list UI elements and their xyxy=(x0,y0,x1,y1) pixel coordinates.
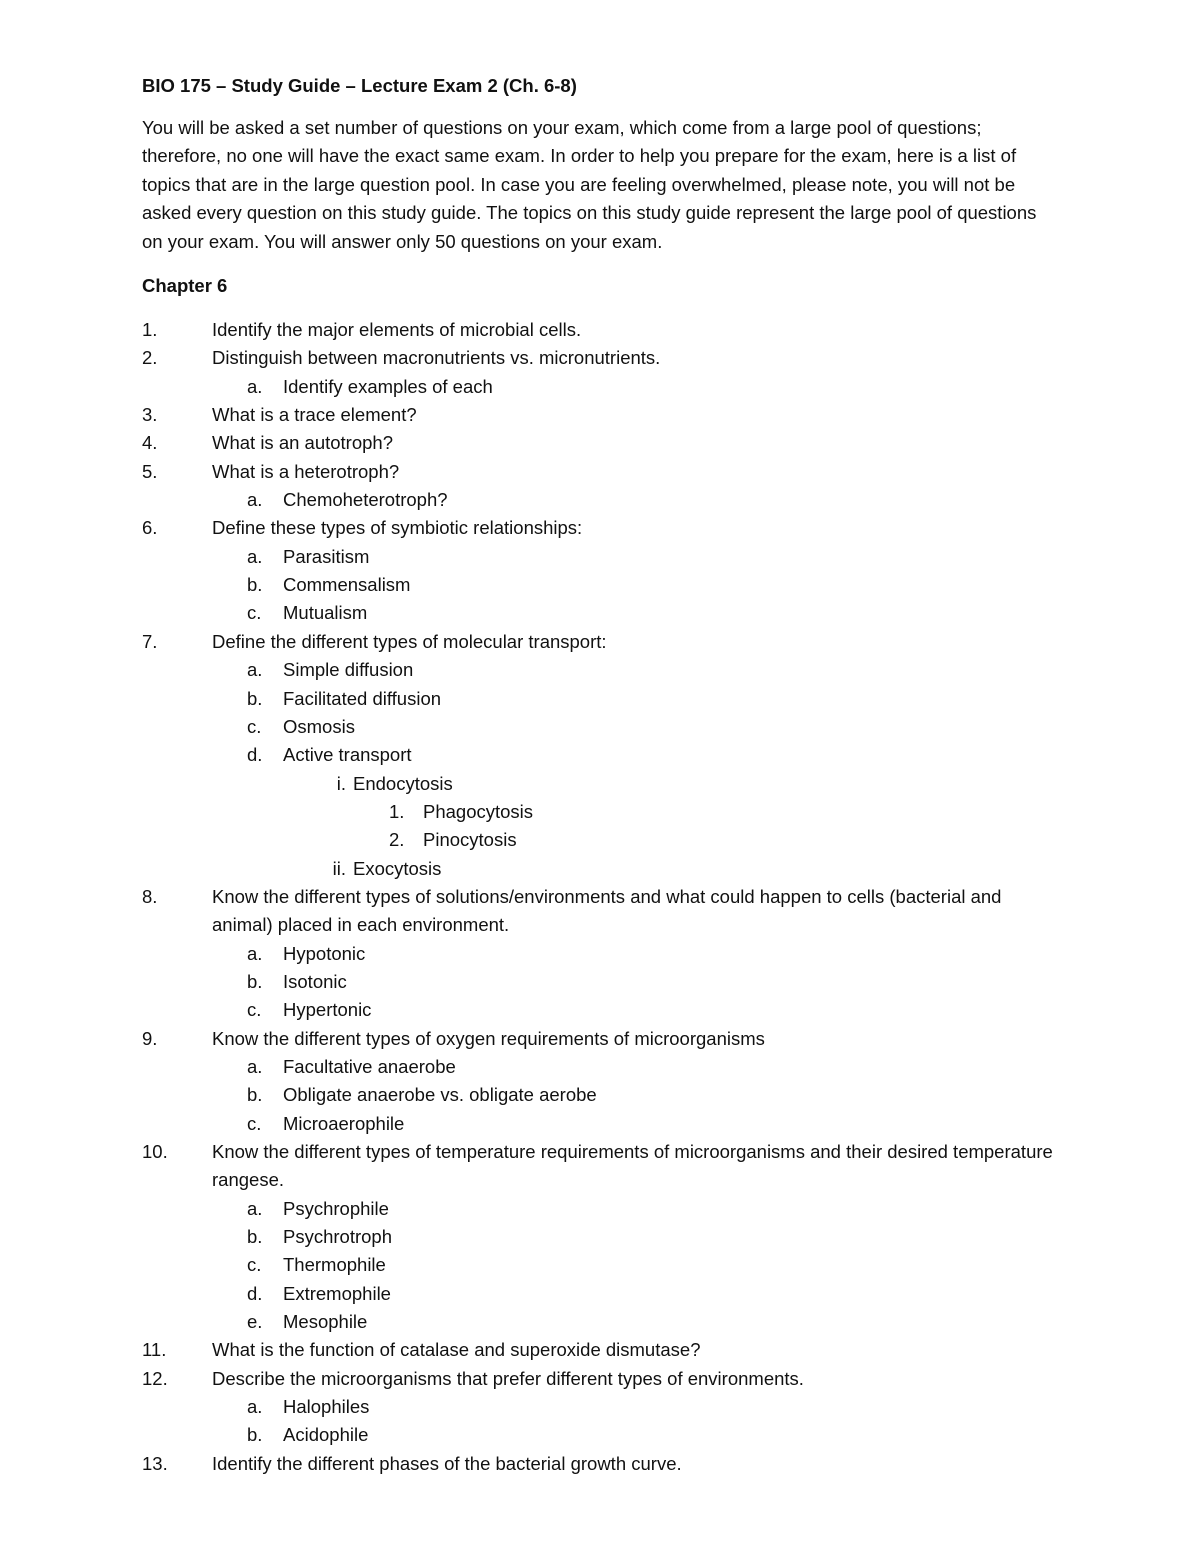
item-number: 2. xyxy=(142,347,158,369)
list-item xyxy=(142,855,1062,883)
list-item xyxy=(142,429,1062,457)
item-letter: a. xyxy=(247,659,263,681)
item-text: Pinocytosis xyxy=(423,829,517,851)
list-item xyxy=(142,1251,1062,1279)
list-item xyxy=(142,628,1062,656)
item-number: 1. xyxy=(142,319,158,341)
item-text: Identify the different phases of the bacterial growth curve. xyxy=(212,1452,682,1474)
list-item xyxy=(142,656,1062,684)
item-number: 7. xyxy=(142,630,158,652)
item-letter: b. xyxy=(247,574,263,596)
item-text: Hypotonic xyxy=(283,942,366,964)
item-letter: a. xyxy=(247,375,263,397)
item-text: Identify examples of each xyxy=(283,375,493,397)
list-item xyxy=(142,968,1062,996)
list-item xyxy=(142,883,1062,940)
item-text: Facultative anaerobe xyxy=(283,1055,456,1077)
chapter-heading: Chapter 6 xyxy=(142,275,228,297)
item-text: Psychrophile xyxy=(283,1197,389,1219)
item-letter: b. xyxy=(247,1226,263,1248)
item-text: Mutualism xyxy=(283,602,368,624)
item-number: 8. xyxy=(142,885,158,907)
item-letter: c. xyxy=(247,1112,262,1134)
item-text: Halophiles xyxy=(283,1396,370,1418)
item-text: Define these types of symbiotic relationships: xyxy=(212,517,583,539)
list-item xyxy=(142,741,1062,769)
list-item xyxy=(142,1195,1062,1223)
item-number: 1. xyxy=(389,800,405,822)
item-text: Facilitated diffusion xyxy=(283,687,442,709)
list-item xyxy=(142,996,1062,1024)
list-item xyxy=(142,1365,1062,1393)
item-text: Know the different types of oxygen requirements of microorganisms xyxy=(212,1027,765,1049)
list-item xyxy=(142,1280,1062,1308)
list-item xyxy=(142,486,1062,514)
item-letter: a. xyxy=(247,489,263,511)
list-item xyxy=(142,1393,1062,1421)
item-text: Mesophile xyxy=(283,1311,368,1333)
item-text: Describe the microorganisms that prefer different types of environments. xyxy=(212,1367,804,1389)
item-letter: e. xyxy=(247,1311,263,1333)
item-letter: b. xyxy=(247,1084,263,1106)
list-item xyxy=(142,940,1062,968)
list-item xyxy=(142,1223,1062,1251)
item-letter: c. xyxy=(247,999,262,1021)
item-letter: a. xyxy=(247,545,263,567)
list-item xyxy=(142,344,1062,372)
list-item xyxy=(142,798,1062,826)
item-number: 13. xyxy=(142,1452,168,1474)
item-text: Distinguish between macronutrients vs. micronutrients. xyxy=(212,347,661,369)
list-item xyxy=(142,599,1062,627)
item-text: What is a heterotroph? xyxy=(212,460,400,482)
item-number: 9. xyxy=(142,1027,158,1049)
item-text: Phagocytosis xyxy=(423,800,534,822)
item-text: Identify the major elements of microbial cells. xyxy=(212,319,582,341)
item-text: What is a trace element? xyxy=(212,404,417,426)
item-text: Know the different types of temperature requirements of microorganisms and their desired temperature rangese. xyxy=(212,1141,1053,1191)
list-item xyxy=(142,1025,1062,1053)
list-item xyxy=(142,770,1062,798)
item-text: Simple diffusion xyxy=(283,659,414,681)
item-text: Extremophile xyxy=(283,1282,391,1304)
item-text: Active transport xyxy=(283,744,412,766)
item-text: What is the function of catalase and superoxide dismutase? xyxy=(212,1339,701,1361)
list-item xyxy=(142,1421,1062,1449)
list-item xyxy=(142,543,1062,571)
item-letter: a. xyxy=(247,942,263,964)
question-list xyxy=(142,316,1062,1478)
item-roman: i. xyxy=(336,772,346,794)
item-letter: d. xyxy=(247,1282,263,1304)
item-text: Thermophile xyxy=(283,1254,386,1276)
item-letter: b. xyxy=(247,970,263,992)
item-text: Define the different types of molecular transport: xyxy=(212,630,607,652)
list-item xyxy=(142,401,1062,429)
item-letter: c. xyxy=(247,602,262,624)
item-text: Endocytosis xyxy=(353,772,453,794)
item-number: 11. xyxy=(142,1339,167,1361)
item-text: Parasitism xyxy=(283,545,370,567)
item-letter: b. xyxy=(247,687,263,709)
list-item xyxy=(142,1308,1062,1336)
item-text: Chemoheterotroph? xyxy=(283,489,448,511)
item-number: 10. xyxy=(142,1141,168,1162)
item-text: What is an autotroph? xyxy=(212,432,393,454)
list-item xyxy=(142,1336,1062,1364)
item-letter: a. xyxy=(247,1396,263,1418)
item-number: 5. xyxy=(142,460,158,482)
intro-paragraph: You will be asked a set number of questions on your exam, which come from a large pool of questions; therefore, no one will have the exact same exam. In order to help you prepare for the exam, here is a list of topics that are in the large question pool. In case you are feeling overwhelmed, please note, you will not be asked every question on this study guide. The topics on this study guide represent the large pool of questions on your exam. You will answer only 50 questions on your exam. xyxy=(142,117,1037,252)
list-item xyxy=(142,571,1062,599)
list-item xyxy=(142,1110,1062,1138)
item-letter: a. xyxy=(247,1197,263,1219)
item-number: 12. xyxy=(142,1367,168,1389)
item-text: Isotonic xyxy=(283,970,347,992)
item-number: 4. xyxy=(142,432,158,454)
list-item xyxy=(142,1138,1062,1195)
list-item xyxy=(142,826,1062,854)
item-letter: c. xyxy=(247,1254,262,1276)
item-letter: a. xyxy=(247,1055,263,1077)
list-item xyxy=(142,713,1062,741)
item-text: Psychrotroph xyxy=(283,1226,392,1248)
list-item xyxy=(142,685,1062,713)
item-roman: ii. xyxy=(332,857,346,879)
list-item xyxy=(142,316,1062,344)
item-letter: c. xyxy=(247,715,262,737)
item-text: Acidophile xyxy=(283,1424,369,1446)
item-number: 3. xyxy=(142,404,158,426)
study-guide-page xyxy=(142,72,1062,1478)
list-item xyxy=(142,514,1062,542)
item-text: Microaerophile xyxy=(283,1112,405,1134)
item-text: Exocytosis xyxy=(353,857,442,879)
list-item xyxy=(142,1450,1062,1478)
item-text: Osmosis xyxy=(283,715,355,737)
item-text: Obligate anaerobe vs. obligate aerobe xyxy=(283,1084,597,1106)
list-item xyxy=(142,458,1062,486)
list-item xyxy=(142,1081,1062,1109)
item-number: 2. xyxy=(389,829,405,851)
item-text: Know the different types of solutions/environments and what could happen to cells (bacterial and animal) placed in each environment. xyxy=(212,885,1002,936)
list-item xyxy=(142,1053,1062,1081)
item-number: 6. xyxy=(142,517,158,539)
list-item xyxy=(142,373,1062,401)
item-letter: d. xyxy=(247,744,263,766)
item-text: Hypertonic xyxy=(283,999,372,1021)
document-title: BIO 175 – Study Guide – Lecture Exam 2 (Ch. 6-8) xyxy=(142,75,577,96)
item-letter: b. xyxy=(247,1424,263,1446)
item-text: Commensalism xyxy=(283,574,411,596)
